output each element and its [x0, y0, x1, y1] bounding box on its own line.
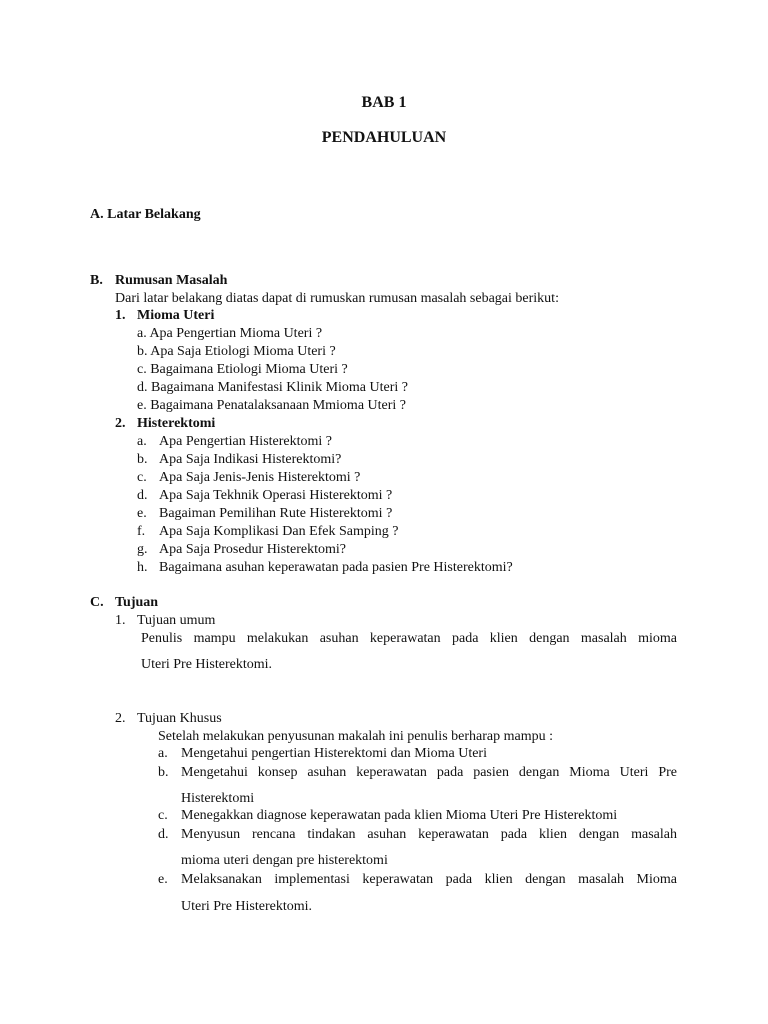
list-text: Bagaimana asuhan keperawatan pada pasien Pre Histerektomi? [159, 560, 513, 575]
list-marker: b. [158, 765, 169, 780]
objective-text-cont: Histerektomi [181, 791, 255, 806]
group-1-title: Mioma Uteri [137, 308, 215, 323]
list-text: Bagaiman Pemilihan Rute Histerektomi ? [159, 506, 393, 521]
list-text: Apa Saja Komplikasi Dan Efek Samping ? [159, 524, 399, 539]
list-marker: e. [137, 506, 147, 521]
mioma-question: b. Apa Saja Etiologi Mioma Uteri ? [137, 344, 336, 359]
list-marker: a. [158, 746, 168, 761]
list-text: Apa Saja Tekhnik Operasi Histerektomi ? [159, 488, 393, 503]
tujuan-khusus-marker: 2. [115, 711, 126, 726]
mioma-question: c. Bagaimana Etiologi Mioma Uteri ? [137, 362, 348, 377]
histerektomi-question [137, 433, 333, 451]
group-1-marker: 1. [115, 308, 126, 323]
tujuan-umum-text: Penulis mampu melakukan asuhan keperawatan pada klien dengan masalah mioma [141, 631, 677, 646]
histerektomi-question [137, 523, 399, 541]
list-text: Apa Saja Indikasi Histerektomi? [159, 452, 342, 467]
list-text: Apa Saja Jenis-Jenis Histerektomi ? [159, 470, 361, 485]
section-a-heading [90, 206, 201, 224]
objective-text: Mengetahui pengertian Histerektomi dan Mioma Uteri [181, 746, 487, 761]
group-2-marker: 2. [115, 416, 126, 431]
list-marker: g. [137, 542, 148, 557]
objective-text-cont: mioma uteri dengan pre histerektomi [181, 853, 388, 868]
list-marker: f. [137, 524, 146, 539]
tujuan-khusus-intro: Setelah melakukan penyusunan makalah ini penulis berharap mampu : [158, 729, 553, 744]
histerektomi-question [137, 505, 393, 523]
histerektomi-question [137, 541, 347, 559]
chapter-subtitle: PENDAHULUAN [321, 129, 447, 146]
list-marker: e. [158, 872, 168, 887]
mioma-question: a. Apa Pengertian Mioma Uteri ? [137, 326, 323, 341]
section-c-title: Tujuan [115, 595, 159, 610]
histerektomi-question [137, 559, 513, 577]
list-text: Apa Saja Prosedur Histerektomi? [159, 542, 347, 557]
mioma-question: d. Bagaimana Manifestasi Klinik Mioma Uteri ? [137, 380, 408, 395]
objective-text-cont: Uteri Pre Histerektomi. [181, 899, 313, 914]
tujuan-khusus-title: Tujuan Khusus [137, 711, 222, 726]
chapter-title: BAB 1 [361, 94, 407, 111]
list-marker: c. [137, 470, 147, 485]
section-b-title: Rumusan Masalah [115, 273, 228, 288]
list-marker: d. [137, 488, 148, 503]
histerektomi-question [137, 451, 342, 469]
list-marker: h. [137, 560, 148, 575]
mioma-question: e. Bagaimana Penatalaksanaan Mmioma Uteri ? [137, 398, 407, 413]
section-b-marker: B. [90, 273, 103, 288]
list-marker: b. [137, 452, 148, 467]
group-2-title: Histerektomi [137, 416, 216, 431]
tujuan-umum-title: Tujuan umum [137, 613, 216, 628]
objective-text: Melaksanakan implementasi keperawatan pada klien dengan masalah Mioma [181, 872, 677, 887]
objective-text: Menegakkan diagnose keperawatan pada klien Mioma Uteri Pre Histerektomi [181, 808, 618, 823]
tujuan-umum-marker: 1. [115, 613, 126, 628]
objective-text: Mengetahui konsep asuhan keperawatan pada pasien dengan Mioma Uteri Pre [181, 765, 677, 780]
section-c-marker: C. [90, 595, 104, 610]
list-marker: a. [137, 434, 147, 449]
section-a-title: Latar Belakang [107, 207, 201, 222]
histerektomi-question [137, 469, 361, 487]
list-marker: c. [158, 808, 168, 823]
list-text: Apa Pengertian Histerektomi ? [159, 434, 333, 449]
section-b-intro: Dari latar belakang diatas dapat di rumuskan rumusan masalah sebagai berikut: [115, 291, 559, 306]
section-a-marker: A. [90, 207, 104, 222]
tujuan-umum-text-cont: Uteri Pre Histerektomi. [141, 657, 273, 672]
objective-text: Menyusun rencana tindakan asuhan keperawatan pada klien dengan masalah [181, 827, 677, 842]
histerektomi-question [137, 487, 393, 505]
list-marker: d. [158, 827, 169, 842]
